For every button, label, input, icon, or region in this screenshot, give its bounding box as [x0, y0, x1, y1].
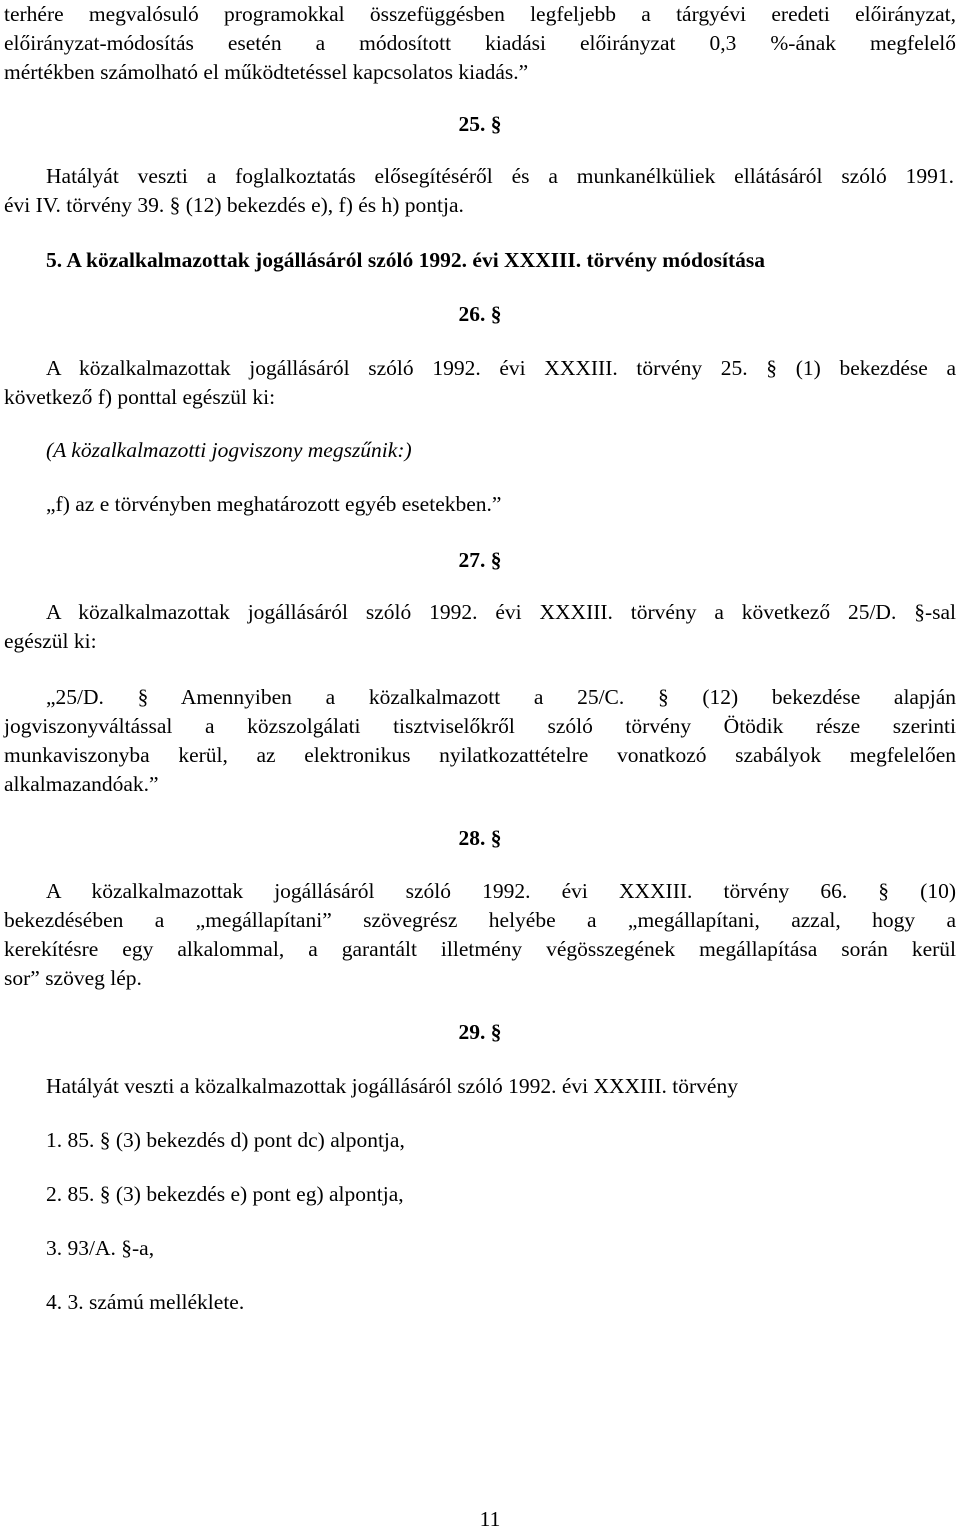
- section-25-line-2: évi IV. törvény 39. § (12) bekezdés e), f) és h) pontja.: [4, 193, 464, 217]
- section-29-list-item: 1. 85. § (3) bekezdés d) pont dc) alpontja,: [46, 1128, 405, 1152]
- section-25-heading: 25. §: [458, 112, 502, 136]
- section-26-heading: 26. §: [458, 302, 502, 326]
- section-25-line-1: Hatályát veszti a foglalkoztatás elősegítéséről és a munkanélküliek ellátásáról szóló 1991.: [46, 164, 954, 188]
- section-29-list-item: 3. 93/A. §-a,: [46, 1236, 155, 1260]
- section-28-heading: 28. §: [458, 826, 502, 850]
- section-27-heading: 27. §: [458, 548, 502, 572]
- section-29-heading: 29. §: [458, 1020, 502, 1044]
- section-29-list-item: 2. 85. § (3) bekezdés e) pont eg) alpontja,: [46, 1182, 404, 1206]
- section-26-line-1: A közalkalmazottak jogállásáról szóló 1992. évi XXXIII. törvény 25. § (1) bekezdése a: [46, 356, 956, 380]
- chapter-5-title: 5. A közalkalmazottak jogállásáról szóló 1992. évi XXXIII. törvény módosítása: [46, 248, 766, 272]
- section-26-quote: „f) az e törvényben meghatározott egyéb esetekben.”: [46, 492, 502, 516]
- intro-line-3: mértékben számolható el működtetéssel kapcsolatos kiadás.”: [4, 60, 529, 84]
- section-26-italic-context: (A közalkalmazotti jogviszony megszűnik:): [46, 438, 412, 462]
- section-27-quote-line-4: alkalmazandóak.”: [4, 772, 159, 796]
- section-28-line-2: bekezdésében a „megállapítani” szövegrész helyébe a „megállapítani, azzal, hogy a: [4, 908, 956, 932]
- section-29-intro: Hatályát veszti a közalkalmazottak jogállásáról szóló 1992. évi XXXIII. törvény: [46, 1074, 738, 1098]
- section-27-quote-line-2: jogviszonyváltással a közszolgálati tisztviselőkről szóló törvény Ötödik része szerinti: [4, 714, 956, 738]
- page-number: 11: [479, 1507, 501, 1531]
- section-29-list-item: 4. 3. számú melléklete.: [46, 1290, 245, 1314]
- section-27-quote-line-1: „25/D. § Amennyiben a közalkalmazott a 25/C. § (12) bekezdése alapján: [46, 685, 956, 709]
- section-28-line-4: sor” szöveg lép.: [4, 966, 142, 990]
- intro-line-2: előirányzat-módosítás esetén a módosított kiadási előirányzat 0,3 %-ának megfelelő: [4, 31, 956, 55]
- section-28-line-1: A közalkalmazottak jogállásáról szóló 1992. évi XXXIII. törvény 66. § (10): [46, 879, 956, 903]
- section-26-line-2: következő f) ponttal egészül ki:: [4, 385, 276, 409]
- section-27-line-2: egészül ki:: [4, 629, 97, 653]
- intro-line-1: terhére megvalósuló programokkal összefüggésben legfeljebb a tárgyévi eredeti előirányzat,: [4, 2, 956, 26]
- section-27-line-1: A közalkalmazottak jogállásáról szóló 1992. évi XXXIII. törvény a következő 25/D. §-sal: [46, 600, 956, 624]
- section-28-line-3: kerekítésre egy alkalommal, a garantált illetmény végösszegének megállapítása során kerül: [4, 937, 956, 961]
- section-27-quote-line-3: munkaviszonyba kerül, az elektronikus nyilatkozattételre vonatkozó szabályok megfelelően: [4, 743, 956, 767]
